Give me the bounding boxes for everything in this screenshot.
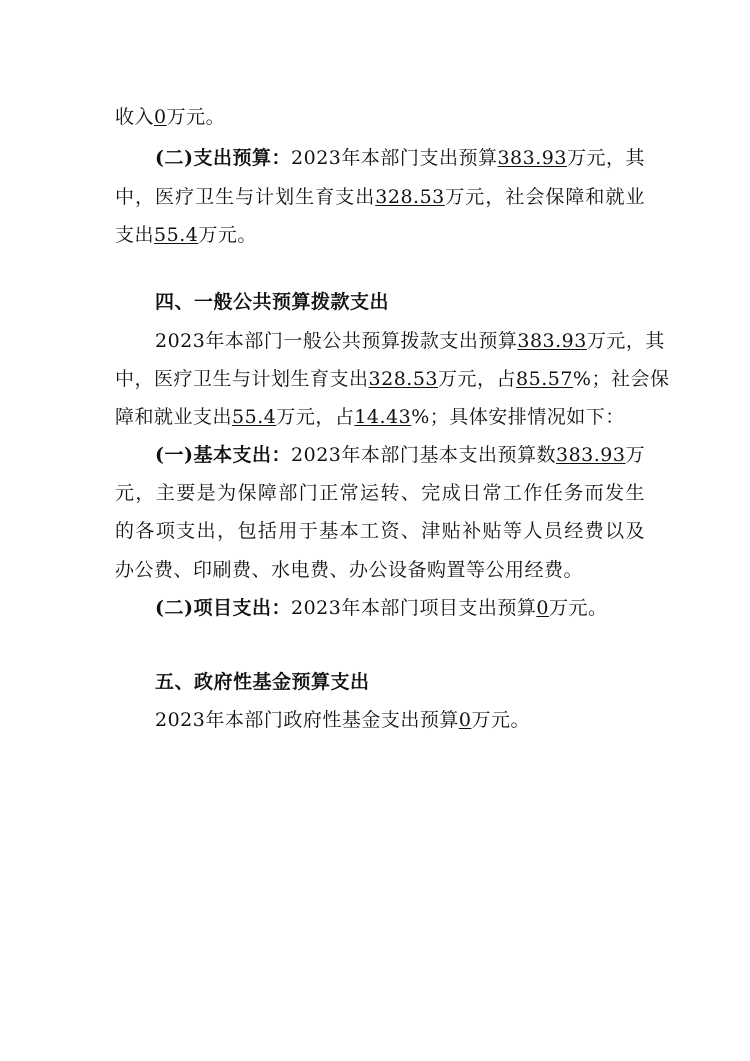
section5-heading: 五、政府性基金预算支出	[155, 671, 370, 693]
project-expense-line: (二)项目支出：2023年本部门项目支出预算0万元。	[155, 597, 608, 619]
general-budget-line-3: 障和就业支出55.4万元，占14.43%；具体安排情况如下：	[115, 406, 625, 428]
project-expense-label: (二)项目支出：	[155, 597, 291, 619]
basic-expense-label: (一)基本支出：	[155, 444, 292, 466]
basic-expense-line-3: 的各项支出，包括用于基本工资、津贴补贴等人员经费以及	[115, 520, 645, 542]
section3-tail-line: 收入0万元。	[115, 106, 226, 128]
general-budget-line-1: 2023年本部门一般公共预算拨款支出预算383.93万元，其	[155, 330, 665, 352]
basic-expense-line-4: 办公费、印刷费、水电费、办公设备购置等公用经费。	[115, 559, 584, 581]
section4-heading: 四、一般公共预算拨款支出	[155, 291, 390, 313]
fund-budget-line: 2023年本部门政府性基金支出预算0万元。	[155, 709, 530, 731]
general-budget-line-2: 中，医疗卫生与计划生育支出328.53万元，占85.57%；社会保	[115, 368, 670, 390]
expense-budget-label: (二)支出预算：	[155, 147, 292, 169]
basic-expense-line-1: (一)基本支出：2023年本部门基本支出预算数383.93万	[155, 444, 645, 466]
expense-budget-line-1: (二)支出预算：2023年本部门支出预算383.93万元，其	[155, 147, 645, 169]
basic-expense-line-2: 元，主要是为保障部门正常运转、完成日常工作任务而发生	[115, 482, 645, 504]
expense-budget-line-3: 支出55.4万元。	[115, 224, 257, 246]
expense-budget-line-2: 中，医疗卫生与计划生育支出328.53万元，社会保障和就业	[115, 186, 645, 208]
